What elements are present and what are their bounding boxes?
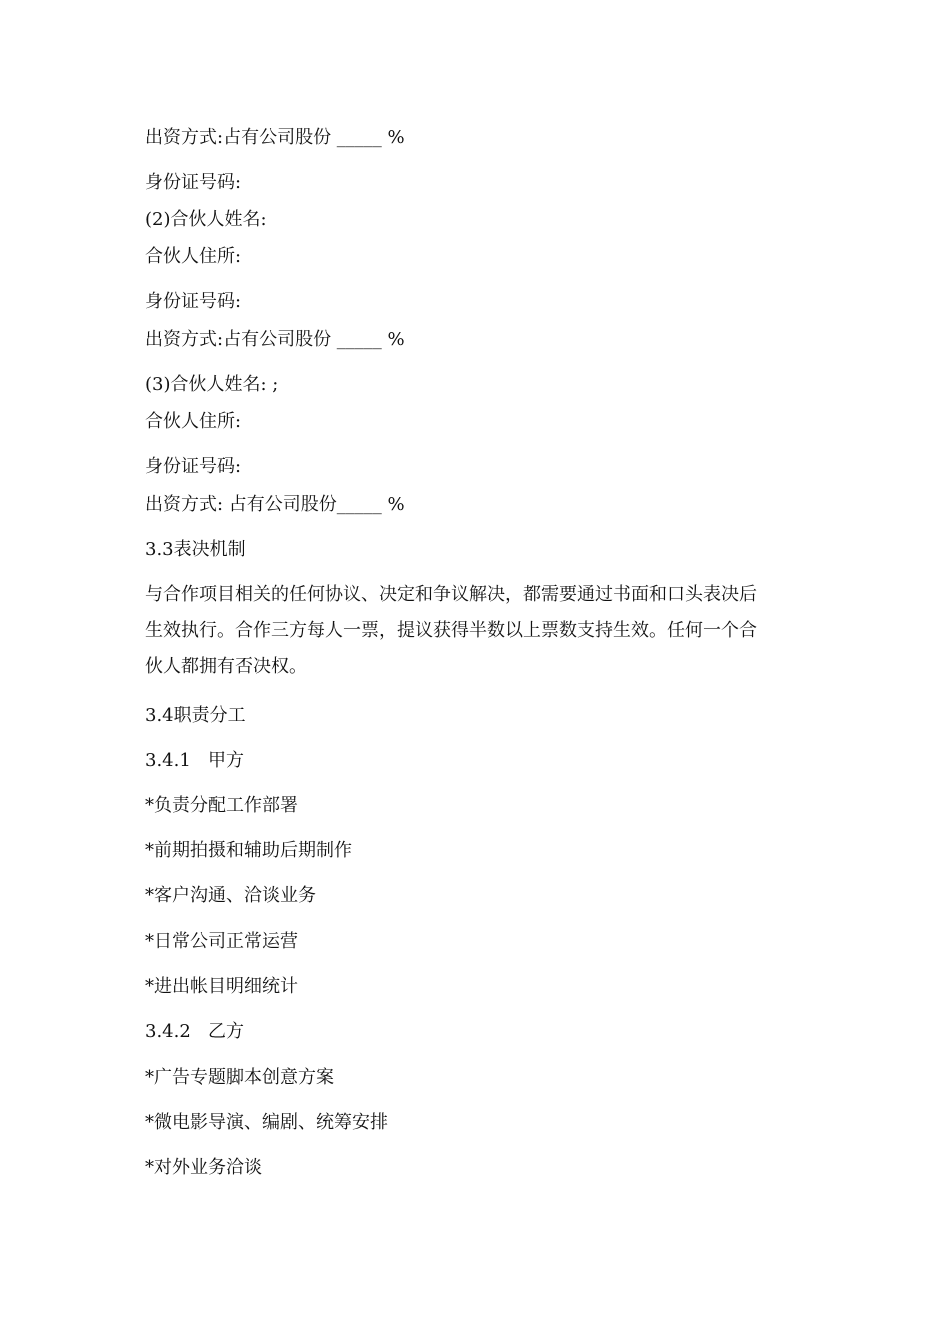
section-3-4-1-heading: 3.4.1 甲方 [145,750,244,771]
voting-mechanism-paragraph: 与合作项目相关的任何协议、决定和争议解决，都需要通过书面和口头表决后 生效执行。合作三方每人一票，提议获得半数以上票数支持生效。任何一个合 伙人都拥有否决权。 [145,584,757,677]
party-a-duty-1: *负责分配工作部署 [145,795,298,816]
partner-3-contribution-line: 出资方式: 占有公司股份_____ % [145,494,405,515]
capital-contribution-line-1: 出资方式:占有公司股份 _____ % [145,127,405,148]
partner-3-id-line: 身份证号码: [145,456,242,477]
id-number-line-1: 身份证号码: [145,172,242,193]
partner-2-name-line: (2)合伙人姓名: [145,209,267,230]
party-b-duty-2: *微电影导演、编剧、统筹安排 [145,1112,388,1133]
partner-3-address-line: 合伙人住所: [145,411,242,432]
partner-2-contribution-line: 出资方式:占有公司股份 _____ % [145,329,405,350]
section-3-3-heading: 3.3表决机制 [145,539,246,560]
partner-2-address-line: 合伙人住所: [145,246,242,267]
party-a-duty-4: *日常公司正常运营 [145,931,298,952]
party-a-duty-5: *进出帐目明细统计 [145,976,298,997]
partner-3-name-line: (3)合伙人姓名: ; [145,374,279,395]
party-b-duty-1: *广告专题脚本创意方案 [145,1067,334,1088]
party-a-duty-3: *客户沟通、洽谈业务 [145,885,316,906]
section-3-4-2-heading: 3.4.2 乙方 [145,1021,244,1042]
party-b-duty-3: *对外业务洽谈 [145,1157,262,1178]
partner-2-id-line: 身份证号码: [145,291,242,312]
section-3-4-heading: 3.4职责分工 [145,705,246,726]
party-a-duty-2: *前期拍摄和辅助后期制作 [145,840,352,861]
